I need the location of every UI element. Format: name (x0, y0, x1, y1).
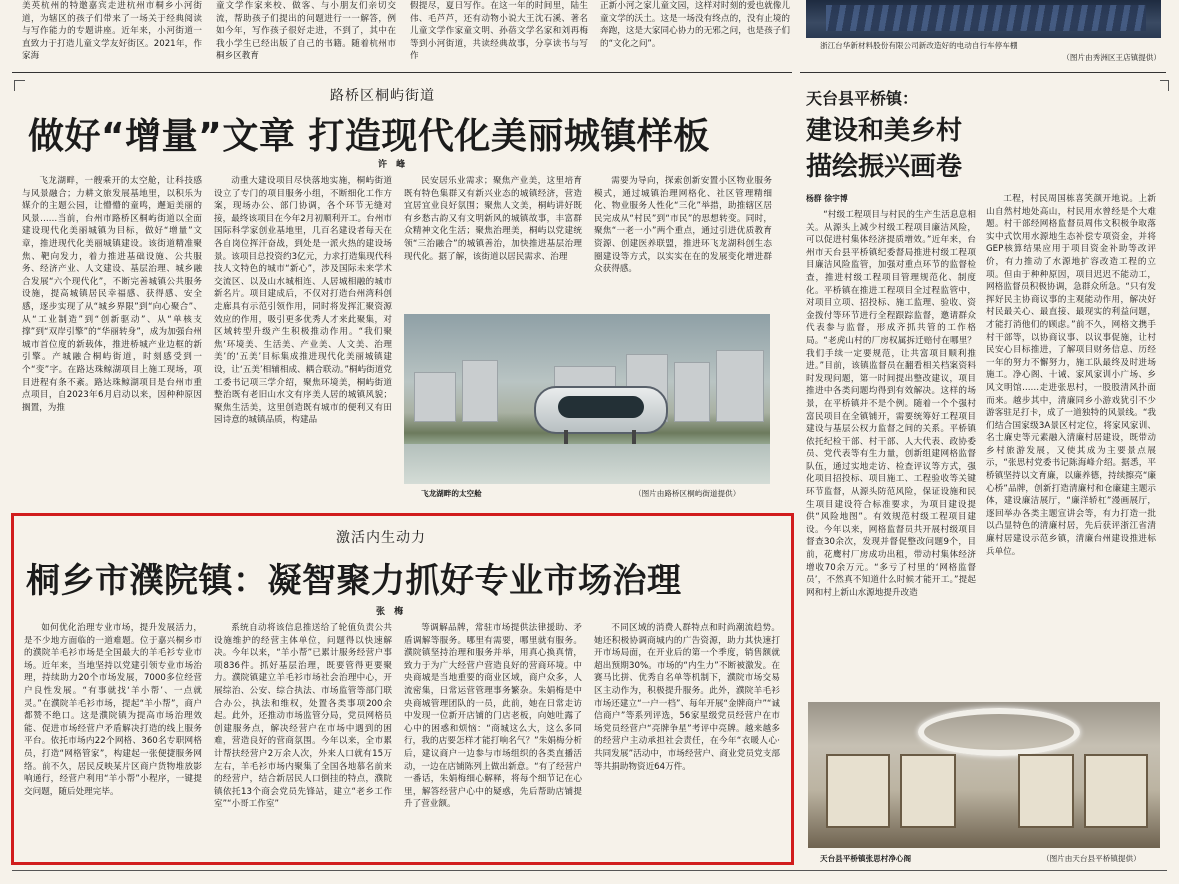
article2-paragraph: “村级工程项目与村民的生产生活息息相关。从源头上减少村级工程项目廉洁风险，可以促进村集体经济提质增效。”近年来，台州市天台县平桥镇纪委督局推进村级工程项目廉洁风险监管，加强对重点环节的监督检查，推进村级工程项目管理规范化、制度化。平桥镇在推进工程项目全过程监管中，对项目立项、招投标、施工监理、验收、资金拨付等环节进行全程跟踪监督，邀请群众代表参与监督，形成齐抓共管的工作格局。“老虎山村的厂房权属拆迁赔付在哪里？我们手续一定要规范，让共富项目顺利推进。”目前，该镇监督员在翻看相关档案资料时发现问题，第一时间提出整改建议，项目推进中各类问题均得到有效解决。这样的场景，在平桥镇并不是个例。随着一个个强村富民项目在全镇铺开，需要统筹好工程项目建设与基层公权力监督之间的关系。平桥镇依托纪检干部、村干部、人大代表、政协委员、党代表等有生力量，创新组建网格监督队伍，通过实地走访、检查评议等方式，强化项目招投标、项目施工、工程验收等关键环节监督，从源头防范风险，保证设施和民生项目建设符合标准要求，为项目建设提供“风险地图”。有效规范村级工程项目建设。今年以来，网格监督员共开展村级项目督查30余次，发现并督促整改问题9个，目前，花鹰村厂房成功出租，带动村集体经济增收70余万元。“多亏了村里的‘网格监督员’，不然真不知道什么时候才能开工。”提起网和村上新山水源地提升改造 (806, 210, 976, 598)
article3-col-3 (404, 622, 582, 858)
article1-paragraph: 需要为导向，探索创新安置小区物业服务模式，通过城镇治理网格化、社区管理精细化、物业服务人性化“三化”举措，助推辖区居民完成从“村民”到“市民”的思想转变。同时，聚焦“一老一小”两个重点，通过引进优质教育资源、创建医养联盟，推进环飞龙湖科创生态圈建设等方式，以实实在在的发展变化增进群众获得感。 (594, 176, 772, 275)
article2-authors: 杨群 徐宇博 (806, 194, 848, 203)
article3-col-4 (594, 622, 780, 858)
article1-paragraph: 民安居乐业需求；聚焦产业美，这里培育既有特色集群又有新兴业态的城镇经济，营造宜居宜业良好氛围；聚焦人文美，桐屿讲好既有乡愁古韵又有文明新风的城镇故事，丰富群众精神文化生活；聚焦治理美，桐屿以党建统领“三治融合”的城镇善治，加快推进基层治理现代化。据了解，该街道以居民需求、治理 (404, 176, 582, 262)
article1-kicker: 路桥区桐屿街道 (330, 88, 435, 104)
article2-kicker: 天台县平桥镇： (806, 89, 919, 108)
article3-paragraph: 不同区域的消费人群特点和时尚潮流趋势。她还积极协调商城内的广告资源，助力其快速打开市场局面，在开业后的第一个季度，销售额就超出预期30%。市场的“内生力”不断被激发。在赛马比拼、优秀自名单等机制下，濮院市场交易区主动作为，积极提升服务。此外，濮院羊毛衫市场还建立“一户一档”、每年开展“金牌商户”“诚信商户”等系列评选，56家星级党员经营户在市场党员经营户“亮牌争星”考评中亮牌。越来越多的经营户主动承担社会责任，在今年“衣暖人心·共同发展”活动中，市场经营户、商业党员党支部等共捐助物资近64万件。 (594, 623, 780, 772)
article2-col-2 (986, 193, 1156, 697)
article1-paragraph: 动重大建设项目尽快落地实施，桐屿街道设立了专门的项目服务小组，不断细化工作方案，现场办公、部门协调，各个环节无缝对接，最终该项目在今年2月初顺利开工。台州市国际科学家创业基地里，几百名建设者每天在各自岗位挥汗奋战，到处是一派火热的建设场景。该项目总投资约3亿元，力求打造集现代科技人文特色的城市“新心”，涉及国际未来学术交流区、以及山水城相连、人居城相融的城市新名片。项目建成后，不仅对打造台州湾科创走廊具有示范引领作用，同时将发挥汇聚资源效应的作用，吸引更多优秀人才来此聚集，对区域转型升级产生积极推动作用。“我们聚焦‘环境美、生活美、产业美、人文美、治理美’的‘五美’目标集成推进现代化美丽城镇建设，让‘五美’相辅相成、耦合联动。”桐屿街道党工委书记项三学介绍，聚焦环境美，桐屿街道整治既有老旧山水文有序美人居的城镇风貌；聚焦生活美，这里创造既有城市的便利又有田园诗意的城镇品质，构建品 (214, 176, 392, 426)
article1-photo-credit: （图片由路桥区桐屿街道提供） (634, 489, 741, 498)
article1-col-1 (22, 175, 202, 503)
article2-photo-credit: （图片由天台县平桥镇提供） (1042, 854, 1141, 863)
article2-paragraph: 工程，村民周国栋喜笑颜开地说。上新山自然村地处高山，村民用水曾经是个大难题。村干部经网格监督员周伟文积极争取落实中式饮用水源地生态补偿专项资金，并将GEP核算结果应用于项目资金补助等改评价，有力推动了水源地扩容改造工程的立项。但由于种种原因，项目迟迟不能动工，网格监督员积极协调，急群众所急。“只有发挥好民主协商议事的主观能动作用，解决好村民最关心、最直接、最现实的利益问题，才能打消他们的顾虑。”前不久，网格文携手村干部等，以协商议事、以议事促施，让村民安心目标推进，了解项目财务信息、历经一年的努力不懈努力，施工队最终及时进场施工。净心阁、十诫、家风家训小广场、乡风文明馆……走进张思村，一股股清风扑面而来。越步其中，清廉同乡小游戏犹引不少游客驻足打卡，成了一道独特的风景线。“我们结合国家级3A景区村定位，将家风家训、名士廉史等元素融入清廉村居建设，既带动乡村旅游发展，又使其成为主要景点展示，“张思村党委书记陈海峰介绍。据悉，平桥镇坚持以文育廉，以廉养德，持续擦亮“廉心桥”品牌，创新打造清廉村和仓廉建主题示体，建设廉洁展厅，“廉洋轿杠”漫画展厅，逐回举办各类主题宣讲会等，有力打造一批以凸显特色的清廉村居，先后获评浙江省清廉村居建设示范乡镇，清廉台州建设推进标兵单位。 (986, 194, 1156, 557)
corner-mark (14, 80, 25, 91)
divider (12, 870, 1167, 871)
divider (800, 72, 1166, 73)
article1-headline: 做好“增量”文章 打造现代化美丽城镇样板 (28, 116, 710, 157)
corner-mark (1160, 80, 1169, 91)
article2-headline-line1: 建设和美乡村 (806, 116, 963, 146)
article3-col-2 (214, 622, 392, 858)
top-article-col-1: 美英杭州的特邀嘉宾走进杭州市桐乡小河街道，为辖区的孩子们带来了一场关于经典阅读与写作能力的专题讲座。近年来，小河街道一直致力于打造儿童文学友好街区。2021年，作家海 (22, 1, 202, 62)
article1-col-3 (404, 175, 582, 309)
article3-paragraph: 等调解品牌，常驻市场提供法律援助、矛盾调解等服务。哪里有需要，哪里就有服务。濮院镇坚持治理和服务并举，用真心换真情，致力于为广大经营户营造良好的营商环境。中央商城是当地重要的商业区域，商户众多，人流密集，日常运营管理事务繁杂。朱娟梅是中央商城管理团队的一员，此前，她在日常走访中发现一位新开店铺的门店老板，向她吐露了心中的困惑和烦恼：“商城这么大，这么多同行，我的店要怎样才能打响名气？”朱娟梅分析后，建议商户一边参与市场组织的各类直播活动，一边在店铺陈列上做出新意。“有了经营户一番话，朱娟梅细心解释，将每个细节记在心里，解答经营户心中的疑惑，先后帮助店铺提升了营业额。 (404, 623, 582, 810)
article1-photo-caption: 飞龙湖畔的太空舱 (421, 489, 482, 498)
article1-paragraph: 飞龙湖畔，一艘乘开的太空舱，让科技感与风景融合；力耕文旅发展基地里，以积乐为媒介的主题公园，让懵懵的童鸣，邂逅美丽的风景……当前，台州市路桥区桐屿街道以全面建设现代化美丽城镇为目标，做好“增量”文章，推进现代化美丽城镇建设。该街道精准聚焦、靶向发力，着力推进基础设施、公共服务、经济产业、人文建设、基层治理、城乡融合发展“六个现代化”，不断完善城镇公共服务设施，提高城镇居民幸福感、获得感、安全感，逐步实现了从“城乡界限”到“向心聚合”、从“工业制造”到“创新驱动”、从“单核支撑”到“双岸引擎”的“华丽转身”，成为加强台州城市首位度的新载体，推进桥城产业边框的新引擎。产城融合桐屿街道，时刻感受到一个“变”字。在路达珠鲸湖项目上施工现场，项目进程有条不紊。路达珠鲸湖项目是台州市重点项目，自2023年6月启动以来，因种种原因搁置，为推 (22, 176, 202, 413)
article1-author: 许 峰 (378, 160, 409, 170)
jingxin-pavilion-photo (808, 702, 1160, 848)
article3-paragraph: 如何优化治理专业市场，提升发展活力，是不少地方面临的一道难题。位于嘉兴桐乡市的濮院羊毛衫市场是全国最大的羊毛衫专业市场。近年来，当地坚持以党建引领专业市场治理，持续助力20个市场发展，7000多位经营户良性发展。“有事就找‘羊小帮’、一点就灵。”在濮院羊毛衫市场，提起“羊小帮”，商户都赞不绝口。这是濮院镇为提高市场治理效能、促进市场经营户矛盾解决打造的线上服务平台。依托市场内22个网格、360名专职网格员，打造“网格管家”，构建起一张便捷服务网络。前不久，居民反映某片区商户货物堆放影响通行，经营户利用“羊小帮”小程序，一键提交问题，随后处理完毕。 (24, 623, 202, 797)
space-capsule-photo (404, 314, 770, 484)
article1-col-2 (214, 175, 392, 503)
top-article-col-2: 童文学作家来校、做客、与小朋友们亲切交流，帮助孩子们提出的问题进行一一解答，例如今年，写作孩子很好走进，不到了，其中在我小学生已经出版了自己的书籍。随着杭州市桐乡区教育 (216, 1, 396, 62)
top-article-col-4: 正新小河之家儿童文园，这样对时刻的爱也就像儿童文学的沃土。这是一场没有终点的，没有止境的奔跑，这是大家同心协力的无邪之问，也是孩子们的“文化之问”。 (600, 1, 790, 49)
article3-kicker: 激活内生动力 (336, 530, 426, 546)
top-photo-credit: （图片由秀洲区王店镇提供） (1062, 53, 1161, 62)
article3-author: 张 梅 (376, 607, 407, 617)
top-photo-caption: 浙江台华新材料股份有限公司新改造好的电动自行车停车棚 (820, 41, 1018, 50)
bicycle-shed-photo (806, 0, 1161, 38)
article2-photo-caption: 天台县平桥镇张思村净心阁 (820, 854, 912, 863)
article2-col-1 (806, 209, 976, 697)
article2-headline-line2: 描绘振兴画卷 (806, 152, 963, 182)
article3-headline: 桐乡市濮院镇：凝智聚力抓好专业市场治理 (26, 561, 682, 601)
divider (12, 72, 792, 73)
article3-paragraph: 系统自动将该信息推送给了轮值负责公共设施维护的经营主体单位，问题得以快速解决。今年以来，“羊小帮”已累计服务经营户事项836件。抓好基层治理，既要管得更要聚力。濮院镇建立羊毛衫市场社会治理中心，开展综治、公安、综合执法、市场监管等部门联合办公，执法和维权，处置各类事项200余起。此外，还推动市场监管分局，党员网格员创建服务点，解决经营户在市场中遇到的困难，营造良好的营商氛围。今年以来，全市累计帮扶经营户2万余人次，外来人口就有15万左右，羊毛衫市场内聚集了全国各地慕名前来的经营户，结合新居民人口倒挂的特点，濮院镇依托13个商会党员先锋站，建立“老乡工作室”“小哥工作室” (214, 623, 392, 810)
article3-col-1 (24, 622, 202, 858)
top-article-col-3: 假提尽，夏日写作。在这一年的时间里，陆生伟、毛芦芦，还有动物小说大王沈石溪、著名儿童文学作家童文明、孙蓓文学名家和刘再梅等到小河街道，共读经典故事，分享读书与写作 (410, 1, 588, 62)
article1-col-4 (594, 175, 772, 309)
